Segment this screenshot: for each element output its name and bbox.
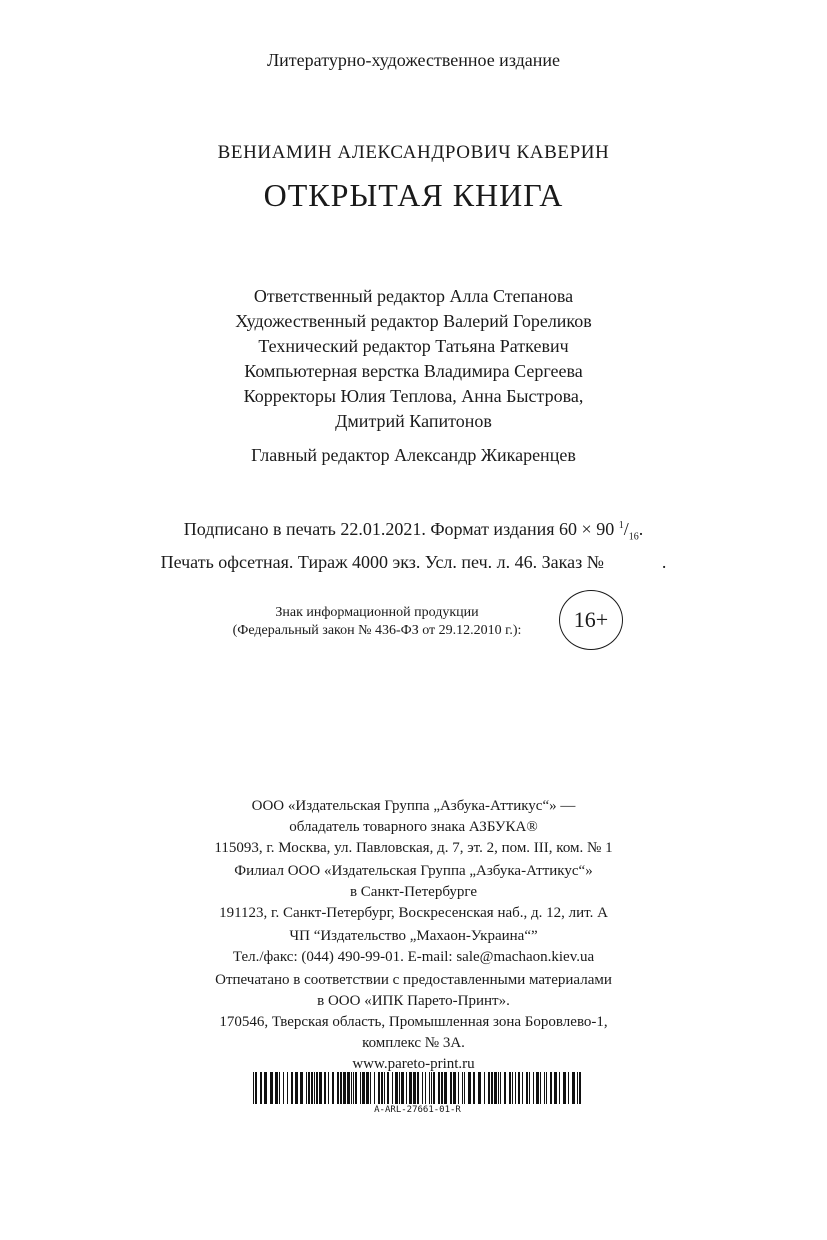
- imprint-printer-address: 170546, Тверская область, Промышленная зона Боровлево-1,: [219, 1014, 608, 1030]
- imprint-moscow-address: 115093, г. Москва, ул. Павловская, д. 7, эт. 2, пом. III, ком. № 1: [214, 840, 613, 856]
- credits-block: [0, 284, 827, 468]
- book-title: ОТКРЫТАЯ КНИГА: [263, 177, 564, 213]
- credit-layout: Компьютерная верстка Владимира Сергеева: [244, 361, 583, 381]
- credit-responsible-editor: Ответственный редактор Алла Степанова: [253, 286, 574, 306]
- print-info-line2: Печать офсетная. Тираж 4000 экз. Усл. печ. л. 46. Заказ № .: [160, 551, 667, 572]
- credit-technical-editor: Технический редактор Татьяна Раткевич: [258, 336, 569, 356]
- imprint-spb-address: 191123, г. Санкт-Петербург, Воскресенская наб., д. 12, лит. А: [219, 905, 608, 921]
- imprint-trademark: обладатель товарного знака АЗБУКА®: [289, 819, 538, 835]
- imprint-contacts: Тел./факс: (044) 490-99-01. E-mail: sale@machaon.kiev.ua: [232, 949, 595, 965]
- credit-art-editor: Художественный редактор Валерий Гореликов: [235, 311, 592, 331]
- print-info-line1: Подписано в печать 22.01.2021. Формат издания 60 × 90 $^1/_{16}$.: [183, 519, 644, 543]
- imprint-branch: Филиал ООО «Издательская Группа „Азбука-Аттикус“»: [234, 863, 593, 879]
- barcode-code: A-ARL-27661-01-R: [374, 1105, 461, 1115]
- imprint-printer: в ООО «ИПК Парето-Принт».: [317, 993, 510, 1009]
- credit-chief-editor: Главный редактор Александр Жикаренцев: [251, 445, 576, 465]
- product-sign: Знак информационной продукции (Федеральный закон № 436-ФЗ от 29.12.2010 г.):: [232, 605, 522, 638]
- print-info: [0, 514, 827, 574]
- imprint-branch-city: в Санкт-Петербурге: [349, 884, 478, 900]
- imprint-website: www.pareto-print.ru: [352, 1056, 475, 1072]
- credit-proofreaders-cont: Дмитрий Капитонов: [335, 411, 492, 431]
- imprint-printer-complex: комплекс № 3А.: [362, 1035, 465, 1051]
- imprint-printed: Отпечатано в соответствии с предоставленными материалами: [215, 972, 612, 988]
- imprint-block: [0, 796, 827, 1075]
- imprint-publisher: ООО «Издательская Группа „Азбука-Аттикус“» —: [251, 798, 576, 814]
- credit-proofreaders: Корректоры Юлия Теплова, Анна Быстрова,: [243, 386, 584, 406]
- edition-type: Литературно-художественное издание: [266, 50, 561, 70]
- format-numerator: 1: [618, 520, 624, 531]
- author-name: ВЕНИАМИН АЛЕКСАНДРОВИЧ КАВЕРИН: [217, 142, 610, 163]
- age-rating-badge: 16+: [559, 590, 623, 650]
- barcode-icon: [253, 1072, 582, 1108]
- imprint-ukraine: ЧП “Издательство „Махаон-Украина“”: [289, 928, 538, 944]
- format-denominator: 16: [628, 531, 639, 543]
